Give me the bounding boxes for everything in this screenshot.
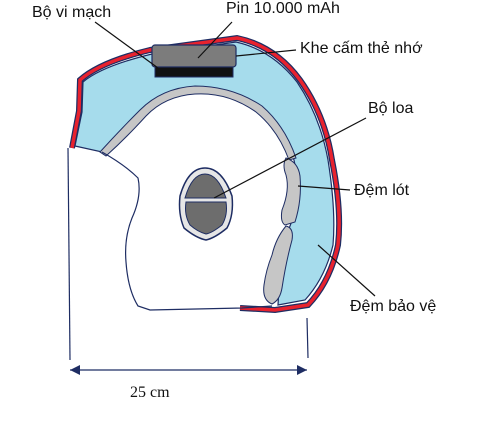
leader-guard (318, 245, 375, 296)
battery-block (152, 45, 236, 67)
label-liner: Đệm lót (354, 182, 410, 199)
label-chip: Bộ vi mạch (32, 4, 112, 21)
label-guard: Đệm bảo vệ (350, 298, 437, 315)
back-line (307, 318, 308, 358)
dimension-label: 25 cm (130, 384, 170, 401)
label-card-slot: Khe cấm thẻ nhớ (300, 40, 423, 57)
label-speaker: Bộ loa (368, 100, 414, 117)
neck-line (68, 148, 70, 360)
dimension-arrow-right (297, 365, 307, 375)
label-battery: Pin 10.000 mAh (226, 0, 340, 17)
dimension-arrow-left (70, 365, 80, 375)
chip-block (155, 67, 233, 77)
